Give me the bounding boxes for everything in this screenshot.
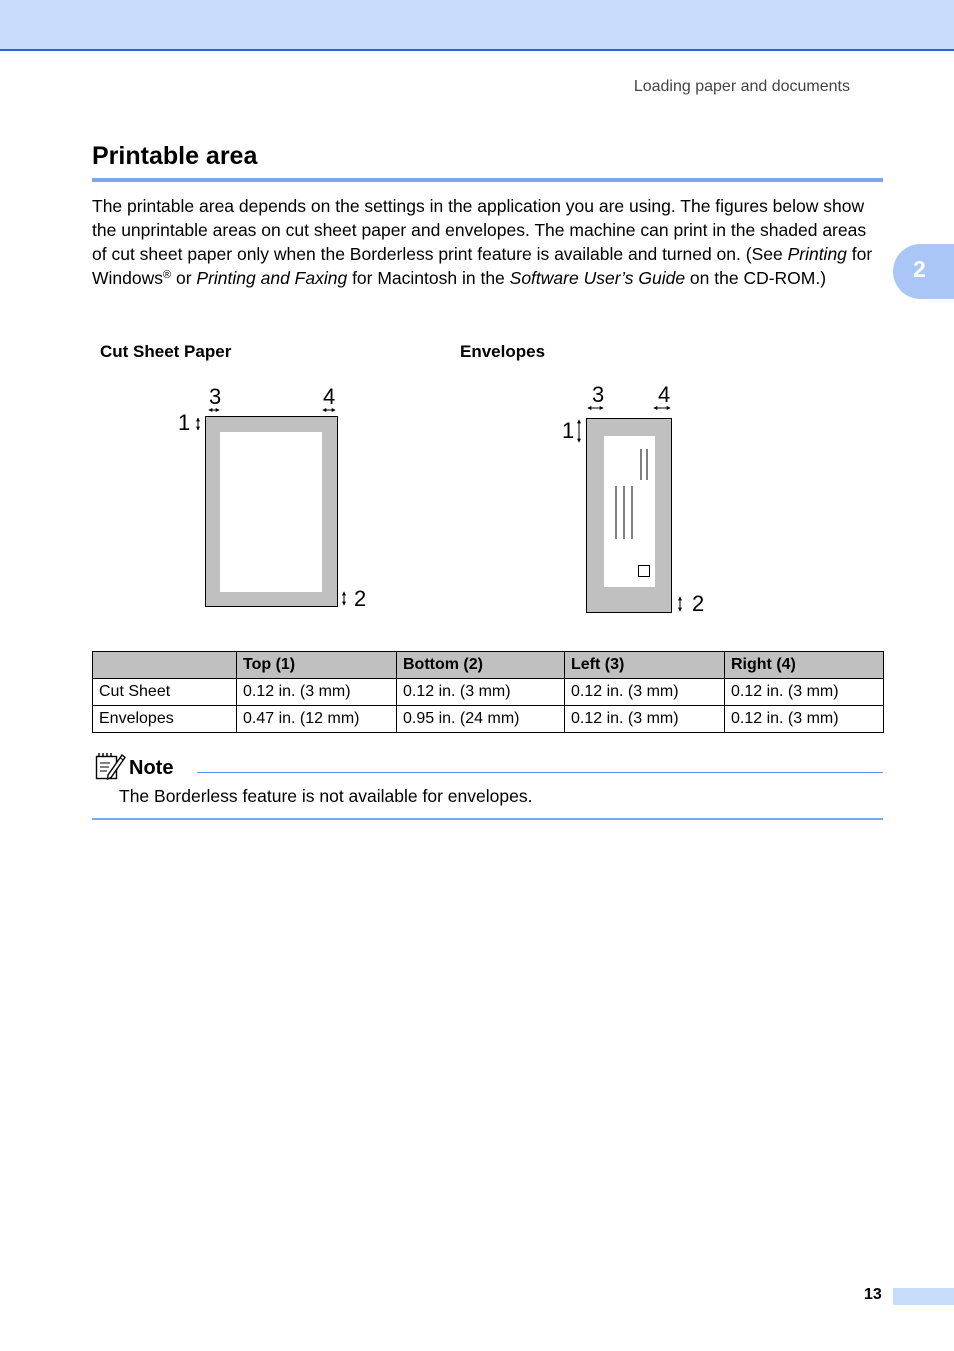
note-title: Note — [129, 757, 174, 779]
table-cell: Envelopes — [93, 706, 237, 733]
note-text: The Borderless feature is not available for envelopes. — [119, 786, 533, 806]
table-row — [93, 706, 884, 733]
margins-table — [92, 651, 884, 733]
intro-run: for Windows — [92, 244, 873, 288]
table-cell: 0.12 in. (3 mm) — [237, 679, 397, 706]
table-header-cell — [93, 652, 237, 679]
table-cell: 0.12 in. (3 mm) — [725, 706, 884, 733]
page-number: 13 — [864, 1286, 882, 1303]
intro-run: Printing — [787, 244, 847, 264]
note-rule — [197, 772, 883, 773]
chapter-number: 2 — [913, 256, 926, 282]
table-header-cell: Top (1) — [237, 652, 397, 679]
running-header: Loading paper and documents — [633, 78, 850, 95]
table-row — [93, 679, 884, 706]
intro-run: for Macintosh in the — [347, 268, 510, 288]
cut-sheet-top-label: 1 — [178, 410, 191, 435]
cut-sheet-left-label: 3 — [209, 384, 222, 409]
table-header-cell: Left (3) — [565, 652, 725, 679]
stamp-box — [639, 566, 650, 577]
envelope-bottom-label: 2 — [692, 591, 705, 616]
table-header-cell: Right (4) — [725, 652, 884, 679]
cut-sheet-bottom-label: 2 — [354, 586, 367, 611]
table-cell: 0.47 in. (12 mm) — [237, 706, 397, 733]
intro-run: The printable area depends on the settings in the application you are using. The figures below show the unprintable areas on cut sheet paper and envelopes. The machine can print in the shaded areas of cut sheet paper only when the Borderless print feature is available and turned on. (See — [92, 196, 867, 264]
intro-run: Printing and Faxing — [196, 268, 348, 288]
table-header-cell: Bottom (2) — [397, 652, 565, 679]
cut-sheet-label: Cut Sheet Paper — [100, 342, 232, 361]
intro-run: Software User’s Guide — [509, 268, 686, 288]
envelope-right-label: 4 — [658, 382, 671, 407]
note-bottom-rule — [92, 818, 883, 820]
intro-run: or — [171, 268, 197, 288]
table-cell: 0.95 in. (24 mm) — [397, 706, 565, 733]
table-cell: Cut Sheet — [93, 679, 237, 706]
cut-sheet-right-label: 4 — [323, 384, 336, 409]
table-cell: 0.12 in. (3 mm) — [725, 679, 884, 706]
note-pencil-icon — [94, 751, 126, 781]
printable-area-figures — [0, 0, 954, 650]
table-cell: 0.12 in. (3 mm) — [565, 706, 725, 733]
envelopes-label: Envelopes — [460, 342, 546, 361]
intro-run: ® — [163, 269, 172, 281]
table-cell: 0.12 in. (3 mm) — [397, 679, 565, 706]
footer-bar — [893, 1288, 954, 1305]
section-title: Printable area — [92, 142, 258, 170]
table-header-row — [93, 652, 884, 679]
envelope-diagram — [579, 408, 680, 613]
envelope-left-label: 3 — [592, 382, 605, 407]
intro-run: on the CD-ROM.) — [685, 268, 827, 288]
envelope-top-label: 1 — [562, 418, 575, 443]
cut-sheet-diagram — [198, 410, 344, 607]
table-cell: 0.12 in. (3 mm) — [565, 679, 725, 706]
